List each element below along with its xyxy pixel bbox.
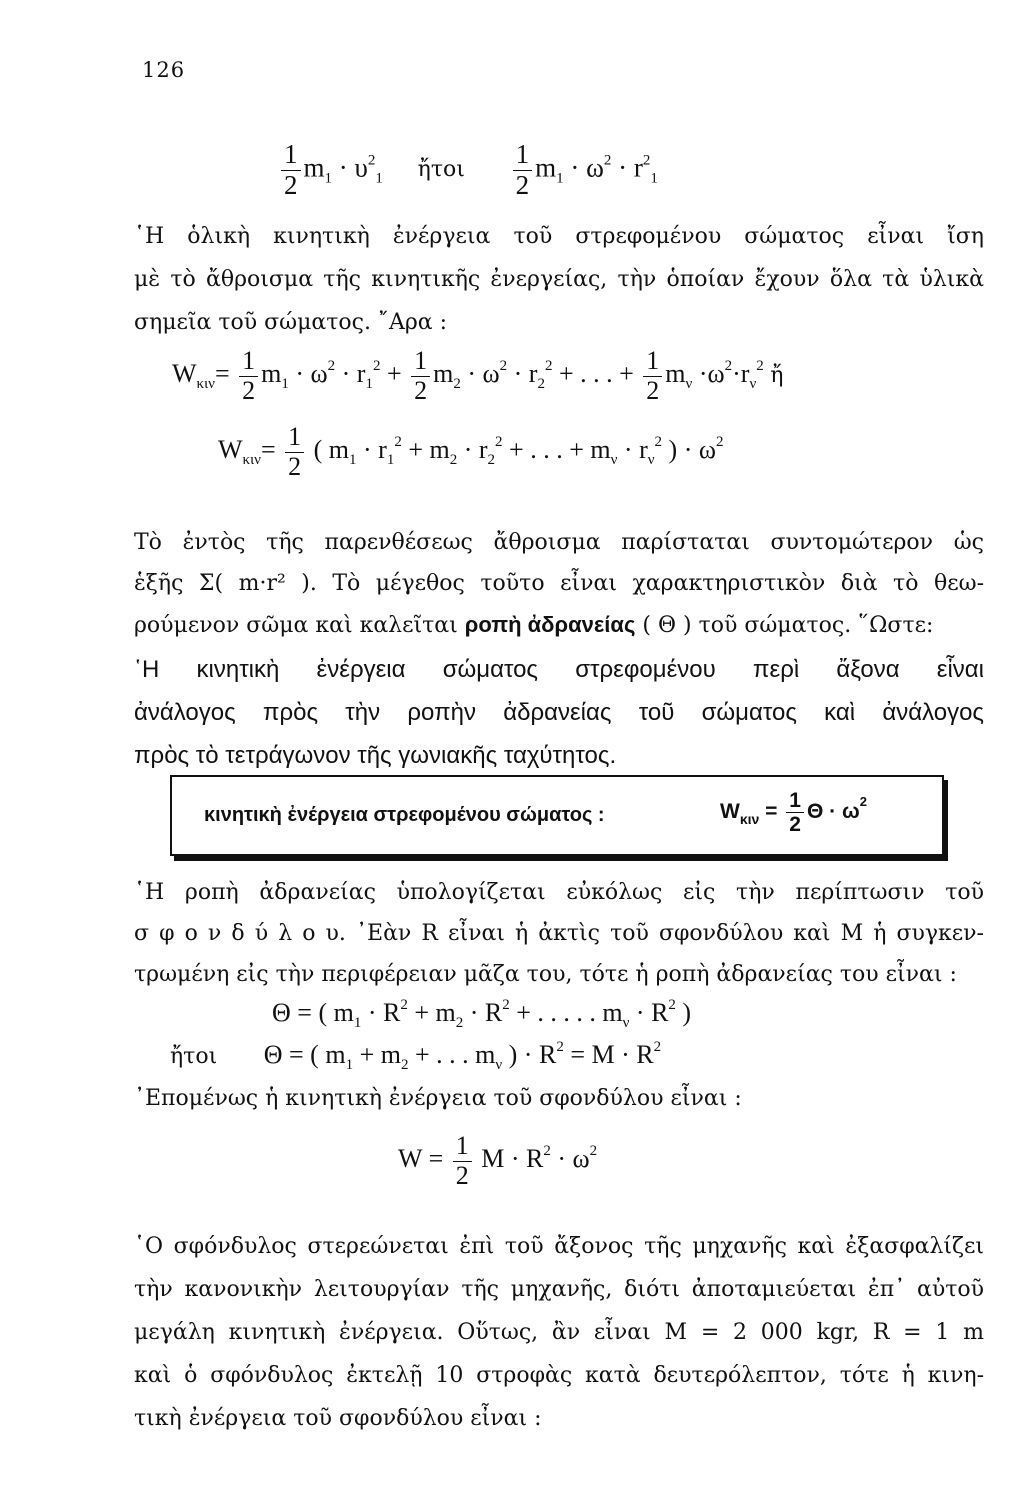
box-label: κινητικὴ ἐνέργεια στρεφομένου σώματος : [204,804,605,826]
text-line: ῾Η κινητικὴ ἐνέργεια σώματος στρεφομένου περὶ ἄξονα εἶναι [134,656,984,683]
paragraph-flywheel-inertia [134,872,984,995]
fraction-half: $\frac{1}{2}$ [281,140,301,200]
text-line: τὴν κανονικὴν λειτουργίαν τῆς μηχανῆς, διότι ἀποταμιεύεται ἐπ᾿ αὐτοῦ [134,1277,984,1302]
text-line: ῾Η ὁλικὴ κινητικὴ ἐνέργεια τοῦ στρεφομένου σώματος εἶναι ἴση [134,224,984,249]
text-line: καὶ ὁ σφόνδυλος ἐκτελῇ 10 στροφὰς κατὰ δευτερόλεπτον, τότε ἡ κινη- [134,1363,984,1388]
text-line: σημεῖα τοῦ σώματος. ῎Αρα : [134,310,448,335]
text-line: μὲ τὸ ἄθροισμα τῆς κινητικῆς ἐνεργείας, τὴν ὁποίαν ἔχουν ὅλα τὰ ὑλικὰ [134,267,984,292]
key-formula-box [170,775,944,856]
formula-kinetic-element: $\frac{1}{2}$ $m_1 \cdot \upsilon^2_1$ ἤτοι $\frac{1}{2}$ $m_1 \cdot \omega^2 \cdot r^2_1$ [278,140,658,200]
paragraph-consequently [134,1078,984,1119]
text-line: τικὴ ἐνέργεια τοῦ σφονδύλου εἶναι : [134,1406,542,1431]
paragraph-moment-of-inertia [134,522,984,646]
formula-theta-result: ἤτοι Θ = ( $m_1 + m_2$ + . . . $m_\nu$ ) · $R^2 = M \cdot R^2$ [170,1039,662,1073]
text-line-with-term: ρούμενον σῶμα καὶ καλεῖται ροπὴ ἀδρανείας ( Θ ) τοῦ σώματος. ῞Ωστε: [134,612,934,638]
text-line: ᾿Επομένως ἡ κινητικὴ ἐνέργεια τοῦ σφονδύλου εἶναι : [134,1086,742,1111]
text-line: ἑξῆς Σ( m·r² ). Τὸ μέγεθος τοῦτο εἶναι χαρακτηριστικὸν διὰ τὸ θεω- [134,571,984,596]
text-line: Τὸ ἐντὸς τῆς παρενθέσεως ἄθροισμα παρίσταται συντομώτερον ὡς [134,530,984,555]
text-line: μεγάλη κινητικὴ ἐνέργεια. Οὕτως, ἂν εἶναι M = 2 000 kgr, R = 1 m [134,1320,984,1345]
paragraph-total-kinetic-energy [134,215,984,344]
text-line: πρὸς τὸ τετράγωνον τῆς γωνιακῆς ταχύτητος. [134,742,617,769]
formula-theta-sum: Θ = ( $m_1 \cdot R^2 + m_2 \cdot R^2$ + . . . . . $m_\nu \cdot R^2$ ) [272,997,692,1031]
formula-factored-kinetic: $W_{\kappa\iota\nu}=$ $\frac{1}{2}$ ( $m_1 \cdot r_1^2 + m_2 \cdot r_2^2$ + . . . + $m_\nu \cdot r_\nu^2$ ) · $\omega^2$ [218,422,724,481]
connector-hetoi: ἤτοι [417,157,465,183]
page-number: 126 [142,58,186,82]
statement-rule [134,648,984,777]
text-line: ἀνάλογος πρὸς τὴν ροπὴν ἀδρανείας τοῦ σώματος καὶ ἀνάλογος [134,699,984,726]
formula-sum-kinetic: $W_{\kappa\iota\nu}=$ $\frac{1}{2}$ $m_1 \cdot \omega^2 \cdot r_1^2$ + $\frac{1}{2}$ $m_2 \cdot \omega^2 \cdot r_2^2$ + . . . + $\frac{1}{2}$ $m_\nu \cdot\omega^2\cdot r_\nu^2$ ἤ [172,346,784,405]
text-line: τρωμένη εἰς τὴν περιφέρειαν μᾶζα του, τότε ἡ ροπὴ ἀδρανείας του εἶναι : [134,962,957,987]
fraction-half: $\frac{1}{2}$ [513,140,533,200]
text-line: σ φ ο ν δ ύ λ ο υ. ᾿Εὰν R εἶναι ἡ ἀκτὶς τοῦ σφονδύλου καὶ M ἡ συγκεν- [134,921,984,946]
formula-flywheel-energy: W = $\frac{1}{2}$ $M \cdot R^2 \cdot \omega^2$ [398,1131,598,1190]
paragraph-flywheel-usage [134,1225,984,1440]
text-line: ῾Η ροπὴ ἀδρανείας ὑπολογίζεται εὐκόλως εἰς τὴν περίπτωσιν τοῦ [134,880,984,905]
term-moment-of-inertia: ροπὴ ἀδρανείας [464,612,636,637]
text-line: ῾Ο σφόνδυλος στερεώνεται ἐπὶ τοῦ ἄξονος τῆς μηχανῆς καὶ ἐξασφαλίζει [134,1234,984,1259]
box-formula: $W_{\kappa\iota\nu}$ = $\frac{1}{2}$ $\Theta \cdot \omega^2$ [720,789,867,837]
